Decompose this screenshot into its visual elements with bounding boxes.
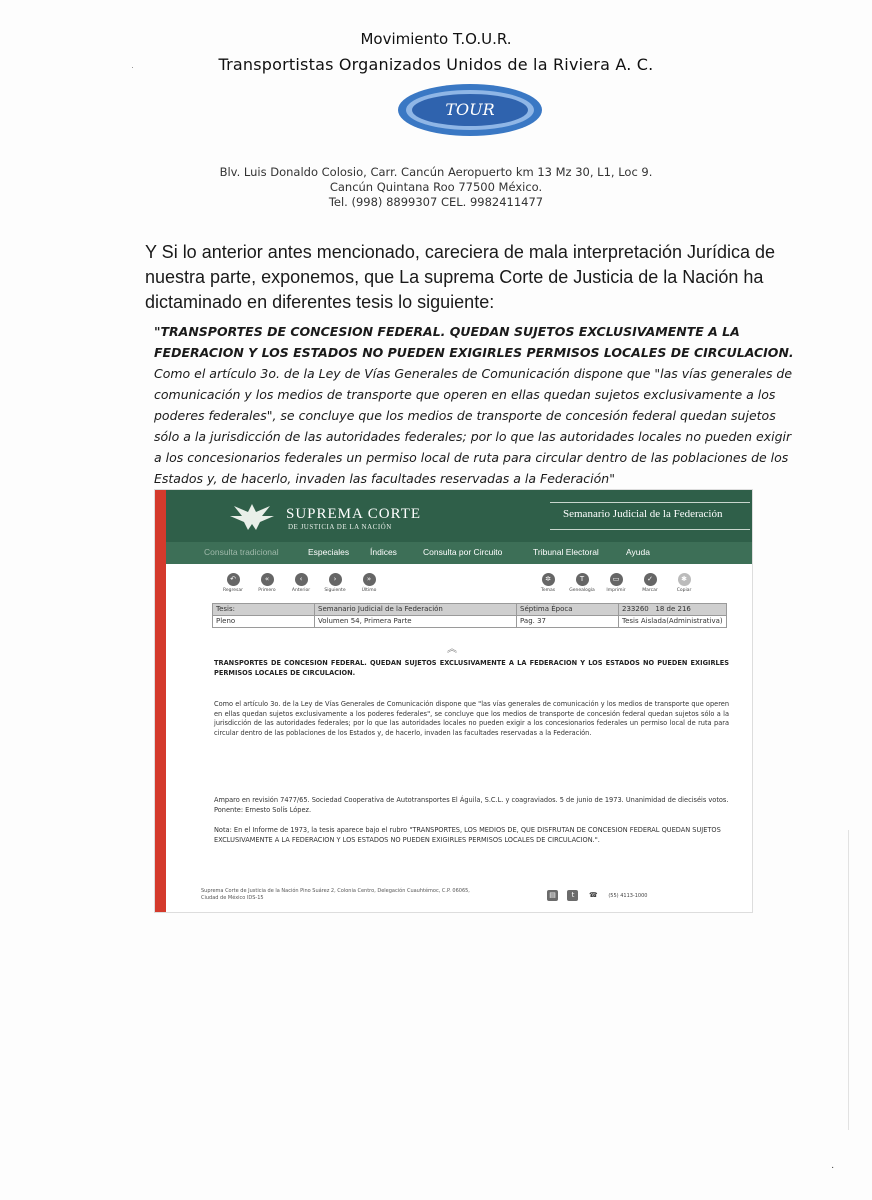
primero-label: Primero: [258, 588, 276, 593]
address-line: Blv. Luis Donaldo Colosio, Carr. Cancún Aeropuerto km 13 Mz 30, L1, Loc 9.: [219, 165, 653, 179]
scjn-phone: (55) 4113-1000: [608, 892, 648, 899]
check-icon: ✓: [644, 573, 657, 586]
collapse-chevron-icon[interactable]: ︽: [447, 644, 457, 655]
nav-ayuda[interactable]: Ayuda: [626, 547, 650, 557]
city-line: Cancún Quintana Roo 77500 México.: [329, 180, 543, 194]
tesis-count: 18 de 216: [655, 605, 691, 613]
primero-button[interactable]: [253, 573, 281, 593]
intro-paragraph: Y Si lo anterior antes mencionado, careciera de mala interpretación Jurídica de nuestra parte, exponemos, que La suprema Corte de Justicia de la Nación ha dictaminado en diferentes tesis lo siguiente:: [145, 242, 776, 312]
scjn-header: [166, 490, 752, 542]
tesis-note: Nota: En el Informe de 1973, la tesis aparece bajo el rubro "TRANSPORTES, LOS MEDIOS DE, QUE DISFRUTAN DE CONCESION FEDERAL QUEDAN SUJETOS EXCLUSIVAMENTE A LA FEDERACION Y LOS ESTADOS NO PUEDEN EXIGIRLES PERMISOS LOCALES DE CIRCULACION.".: [214, 826, 721, 844]
genealogia-label: Genealogía: [569, 588, 595, 593]
table-cell: Semanario Judicial de la Federación: [315, 604, 517, 616]
siguiente-button[interactable]: [321, 573, 349, 593]
table-row: [213, 616, 727, 628]
imprimir-button[interactable]: [602, 573, 630, 593]
table-row: [213, 604, 727, 616]
eagle-emblem-icon: [226, 500, 278, 534]
scjn-nav: [166, 542, 752, 564]
scan-mark: ·: [131, 62, 134, 72]
scan-edge-line: [848, 830, 849, 1130]
tesis-title: TRANSPORTES DE CONCESION FEDERAL. QUEDAN SUJETOS EXCLUSIVAMENTE A LA FEDERACION Y LOS ESTADOS NO PUEDEN EXIGIRLES PERMISOS LOCALES DE CIRCULACION.: [214, 659, 729, 677]
nav-indices[interactable]: Índices: [370, 547, 397, 557]
table-cell: Pleno: [213, 616, 315, 628]
table-cell: Volumen 54, Primera Parte: [315, 616, 517, 628]
table-cell: Tesis Aislada(Administrativa): [619, 616, 727, 628]
anterior-label: Anterior: [291, 588, 311, 593]
scjn-screenshot: [155, 490, 752, 912]
tesis-precedent: Amparo en revisión 7477/65. Sociedad Cooperativa de Autotransportes El Águila, S.C.L. y coagraviados. 5 de junio de 1973. Unanimidad de dieciséis votos. Ponente: Ernesto Solís López.: [214, 796, 729, 814]
ultimo-button[interactable]: [355, 573, 383, 593]
topics-icon: ✲: [542, 573, 555, 586]
imprimir-label: Imprimir: [606, 588, 626, 593]
anterior-button[interactable]: [287, 573, 315, 593]
nav-tribunal-electoral[interactable]: Tribunal Electoral: [533, 547, 599, 557]
ultimo-label: Último: [361, 588, 377, 593]
regresar-button[interactable]: [219, 573, 247, 593]
jurisprudence-quote: [154, 321, 794, 489]
social-links: [547, 887, 647, 905]
court-subtitle: DE JUSTICIA DE LA NACIÓN: [288, 523, 392, 531]
twitter-icon[interactable]: t: [567, 890, 578, 901]
scan-dot: ·: [831, 1162, 835, 1173]
quote-title: "TRANSPORTES DE CONCESION FEDERAL. QUEDAN SUJETOS EXCLUSIVAMENTE A LA FEDERACION Y LOS ESTADOS NO PUEDEN EXIGIRLES PERMISOS LOCALES DE CIRCULACION.: [154, 324, 794, 360]
copy-icon: ✱: [678, 573, 691, 586]
tesis-body: Como el artículo 3o. de la Ley de Vías Generales de Comunicación dispone que "las vías generales de comunicación y los medios de transporte que operen en ellas quedan sujetos exclusivamente a los poderes federales", se concluye que los medios de transporte de concesión federal quedan sujetos sólo a la jurisdicción de las autoridades federales; por lo que las autoridades locales no pueden exigir a los concesionarios federales un permiso local de ruta para circular dentro de las poblaciones de los Estados y, de hacerlo, invaden las facultades reservadas a la Federación.: [214, 700, 729, 737]
print-icon: ▭: [610, 573, 623, 586]
genealogy-icon: T: [576, 573, 589, 586]
org-full-name: Transportistas Organizados Unidos de la Riviera A. C.: [218, 55, 654, 74]
regresar-label: Regresar: [222, 588, 244, 593]
temas-button[interactable]: [534, 573, 562, 593]
section-title: Semanario Judicial de la Federación: [563, 508, 723, 520]
tesis-meta-table: [212, 603, 727, 628]
tesis-toolbar: [217, 573, 717, 603]
copiar-label: Copiar: [676, 588, 692, 593]
tour-logo: [395, 82, 545, 138]
nav-especiales[interactable]: Especiales: [308, 547, 350, 557]
phone-line: Tel. (998) 8899307 CEL. 9982411477: [328, 195, 544, 209]
table-cell: Séptima Época: [517, 604, 619, 616]
tesis-number: 233260: [622, 605, 649, 613]
nav-consulta-tradicional[interactable]: Consulta tradicional: [204, 547, 279, 557]
quote-text: Como el artículo 3o. de la Ley de Vías Generales de Comunicación dispone que "las vías generales de comunicación y los medios de transporte que operen en ellas quedan sujetos exclusivamente a los poderes federales", se concluye que los medios de transporte de concesión federal quedan sujetos sólo a la jurisdicción de las autoridades federales; por lo que las autoridades locales no pueden exigir a los concesionarios federales un permiso local de ruta para circular dentro de las poblaciones de los Estados y, de hacerlo, invaden las facultades reservadas a la Federación": [154, 366, 793, 486]
previous-icon: ‹: [295, 573, 308, 586]
table-cell: [619, 604, 727, 616]
phone-icon: ☎: [589, 891, 598, 900]
temas-label: Temas: [540, 588, 556, 593]
copiar-button[interactable]: [670, 573, 698, 593]
marcar-label: Marcar: [642, 588, 658, 593]
undo-icon: ↶: [227, 573, 240, 586]
marcar-button[interactable]: [636, 573, 664, 593]
siguiente-label: Siguiente: [324, 588, 346, 593]
nav-consulta-circuito[interactable]: Consulta por Circuito: [423, 547, 503, 557]
table-cell: Tesis:: [213, 604, 315, 616]
svg-text:TOUR: TOUR: [445, 100, 495, 119]
archive-icon[interactable]: ▤: [547, 890, 558, 901]
next-icon: ›: [329, 573, 342, 586]
court-name: SUPREMA CORTE: [286, 506, 422, 522]
org-short-name: Movimiento T.O.U.R.: [360, 30, 512, 48]
last-icon: »: [363, 573, 376, 586]
table-cell: Pag. 37: [517, 616, 619, 628]
scjn-footer-address: Suprema Corte de Justicia de la Nación Pino Suárez 2, Colonia Centro, Delegación Cuauhtémoc, C.P. 06065, Ciudad de México IDS-15: [201, 888, 470, 901]
genealogia-button[interactable]: [568, 573, 596, 593]
red-margin-bar: [155, 490, 166, 912]
first-icon: «: [261, 573, 274, 586]
